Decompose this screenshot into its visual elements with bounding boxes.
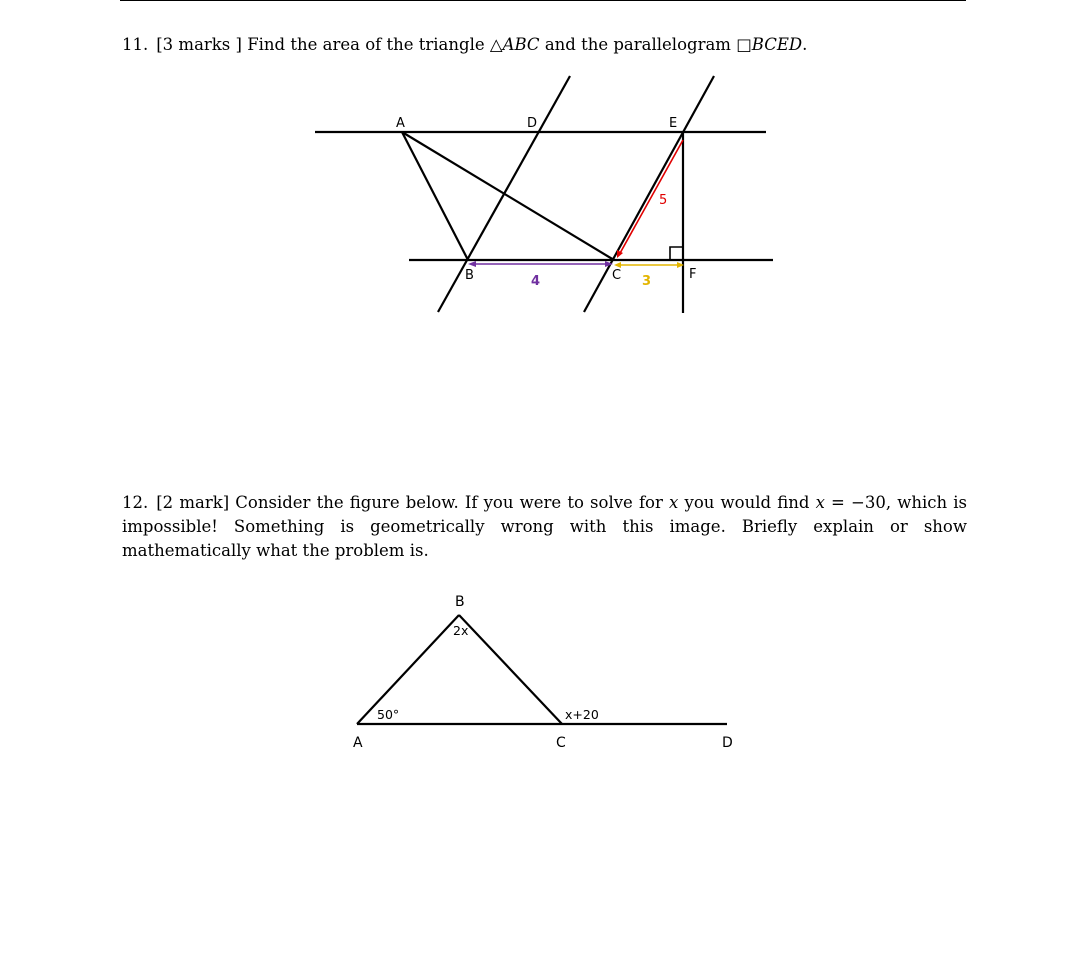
label-d: D — [722, 735, 733, 751]
question-number: 11. — [122, 35, 149, 54]
label-b: B — [455, 594, 465, 610]
label-a: A — [396, 116, 405, 131]
angle-a: 50° — [377, 707, 400, 722]
angle-b: 2x — [453, 623, 469, 638]
length-bc: 4 — [531, 274, 541, 289]
line-bc — [459, 615, 562, 724]
variable-x: x — [669, 493, 679, 512]
question-text: . — [802, 35, 808, 54]
label-f: F — [689, 267, 697, 282]
question-marks: [3 marks ] — [156, 35, 242, 54]
line-ab — [357, 615, 459, 724]
triangle-symbol: △ — [489, 35, 503, 54]
label-b: B — [465, 268, 474, 283]
question-marks: [2 mark] — [156, 493, 230, 512]
label-a: A — [353, 735, 363, 751]
question-text: = −30, which is impossible! Something is geometrically wrong with this image. Briefly explain or show mathematically what the problem is. — [122, 493, 968, 560]
label-d: D — [527, 116, 538, 131]
label-c: C — [612, 268, 622, 283]
angle-c: x+20 — [565, 707, 599, 722]
length-ce: 5 — [659, 193, 668, 208]
question-number: 12. — [122, 493, 149, 512]
question-text: Find the area of the triangle — [247, 35, 485, 54]
triangle-name: ABC — [502, 35, 540, 54]
variable-x: x — [815, 493, 825, 512]
parallelogram-symbol: □ — [736, 35, 752, 54]
label-c: C — [556, 735, 566, 751]
label-e: E — [669, 116, 678, 131]
question-text: and the parallelogram — [544, 35, 731, 54]
question-text: Consider the figure below. If you were to solve for — [235, 493, 663, 512]
parallelogram-name: BCED — [751, 35, 803, 54]
length-cf: 3 — [642, 274, 652, 289]
question-text: you would find — [684, 493, 810, 512]
